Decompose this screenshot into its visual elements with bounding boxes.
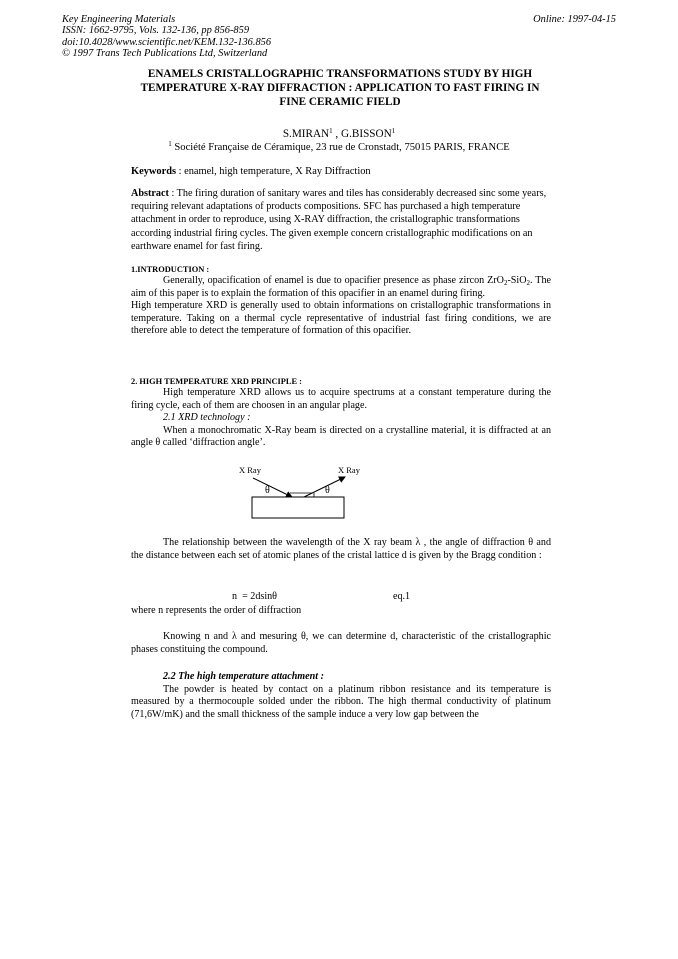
- subsection-2-2-heading: 2.2 The high temperature attachment :: [163, 671, 324, 682]
- online-date: Online: 1997-04-15: [533, 14, 616, 25]
- subsection-2-1-paragraph-3: Knowing n and λ and mesuring θ, we can determine d, characteristic of the cristallographic phases constituing the compound.: [131, 631, 551, 655]
- subsection-2-1-paragraph-2: The relationship between the wavelength of the X ray beam λ , the angle of diffraction θ and the distance between each set of atomic planes of the cristal lattice d is given by the Bragg condition :: [131, 537, 551, 561]
- journal-name: Key Engineering Materials: [62, 14, 176, 25]
- section-1-heading: 1.INTRODUCTION :: [131, 265, 210, 274]
- theta-right-label: θ: [325, 485, 330, 496]
- title-line-1: ENAMELS CRISTALLOGRAPHIC TRANSFORMATIONS STUDY BY HIGH: [147, 68, 533, 80]
- s1-p1-sub-2: 2: [526, 279, 531, 287]
- abstract-text: : The firing duration of sanitary wares and tiles has considerably decreased sinc some years, requiring relevant adaptations of products compositions. SFC has purchased a high temperature attachment in order to reproduce, using X-RAY diffraction, the cristallographic transformations according industrial firing cycles. The given exemple concern cristallographic modifications on an earthware enamel for fast firing.: [131, 188, 547, 252]
- author-2: G.BISSON: [341, 128, 392, 140]
- keywords: [131, 165, 551, 179]
- paper-title: [130, 67, 550, 109]
- section-bragg-conclusion: [131, 631, 551, 656]
- author-separator: ,: [332, 128, 342, 140]
- diffraction-diagram: [232, 464, 372, 524]
- author-1: S.MIRAN: [282, 128, 330, 140]
- incident-ray-line: [253, 478, 292, 497]
- theta-left-label: θ: [265, 485, 270, 496]
- title-line-2: TEMPERATURE X-RAY DIFFRACTION : APPLICATION TO FAST FIRING IN: [140, 82, 540, 94]
- section-2-paragraph-1: High temperature XRD allows us to acquire spectrums at a constant temperature during the firing cycle, each of them are choosen in an angular plage.: [131, 387, 551, 411]
- diffraction-diagram-svg: [232, 464, 372, 524]
- doi-line[interactable]: doi:10.4028/www.scientific.net/KEM.132-136.856: [62, 36, 272, 48]
- issn-line: ISSN: 1662-9795, Vols. 132-136, pp 856-859: [62, 25, 250, 37]
- author-1-affil-mark: 1: [329, 127, 333, 135]
- author-list: [0, 127, 678, 141]
- section-2-heading: 2. HIGH TEMPERATURE XRD PRINCIPLE :: [131, 377, 302, 386]
- equation-number: eq.1: [393, 591, 411, 602]
- s1-p1-text-a: Generally, opacification of enamel is due to opacifier presence as phase zircon ZrO: [163, 275, 504, 286]
- section-bragg: [131, 537, 551, 562]
- affiliation-mark: 1: [168, 140, 172, 148]
- affiliation: [0, 141, 678, 155]
- section-introduction: [131, 264, 551, 338]
- keywords-label: Keywords: [131, 166, 177, 177]
- s1-p1-text-c: . The aim of this paper is to explain the formation of this opacifier in an enamel during firing.: [131, 275, 551, 299]
- section-attachment: [131, 671, 551, 721]
- abstract: [131, 187, 556, 253]
- subsection-2-1-paragraph-1: When a monochromatic X-Ray beam is directed on a crystalline material, it is diffracted at an angle θ called ‘diffraction angle’.: [131, 424, 551, 449]
- subsection-2-1-heading: 2.1 XRD technology :: [163, 412, 251, 424]
- author-2-affil-mark: 1: [391, 127, 396, 135]
- section-xrd-principle: [131, 376, 551, 450]
- title-line-3: FINE CERAMIC FIELD: [279, 96, 401, 108]
- equation-explanation: where n represents the order of diffraction: [131, 605, 302, 616]
- crystal-sample-box: [252, 497, 344, 518]
- section-1-paragraph-2: High temperature XRD is generally used to obtain informations on cristallographic transformations in temperature. Taking on a thermal cycle representative of industrial fast firing conditions, we are therefore able to detect the temperature of formation of this opacifier.: [131, 300, 551, 337]
- diffracted-ray-label: X Ray: [338, 465, 360, 475]
- incident-ray-label: X Ray: [239, 465, 261, 475]
- subsection-2-2-paragraph-1: The powder is heated by contact on a platinum ribbon resistance and its temperature is measured by a thermocouple solded under the ribbon. The high thermal conductivity of platinum (71,6W/mK) and the small thickness of the sample induce a very low gap between the: [131, 683, 551, 720]
- abstract-label: Abstract: [131, 188, 169, 199]
- page-header: [62, 14, 616, 60]
- section-1-paragraph-1: [131, 275, 551, 300]
- keywords-text: : enamel, high temperature, X Ray Diffraction: [176, 166, 371, 177]
- copyright-line: © 1997 Trans Tech Publications Ltd, Switzerland: [62, 48, 268, 60]
- affiliation-text: Société Française de Céramique, 23 rue de Cronstadt, 75015 PARIS, FRANCE: [174, 142, 510, 153]
- s1-p1-sub-1: 2: [503, 279, 508, 287]
- equation-body: n = 2dsinθ: [232, 591, 278, 602]
- s1-p1-text-b: -SiO: [507, 275, 527, 286]
